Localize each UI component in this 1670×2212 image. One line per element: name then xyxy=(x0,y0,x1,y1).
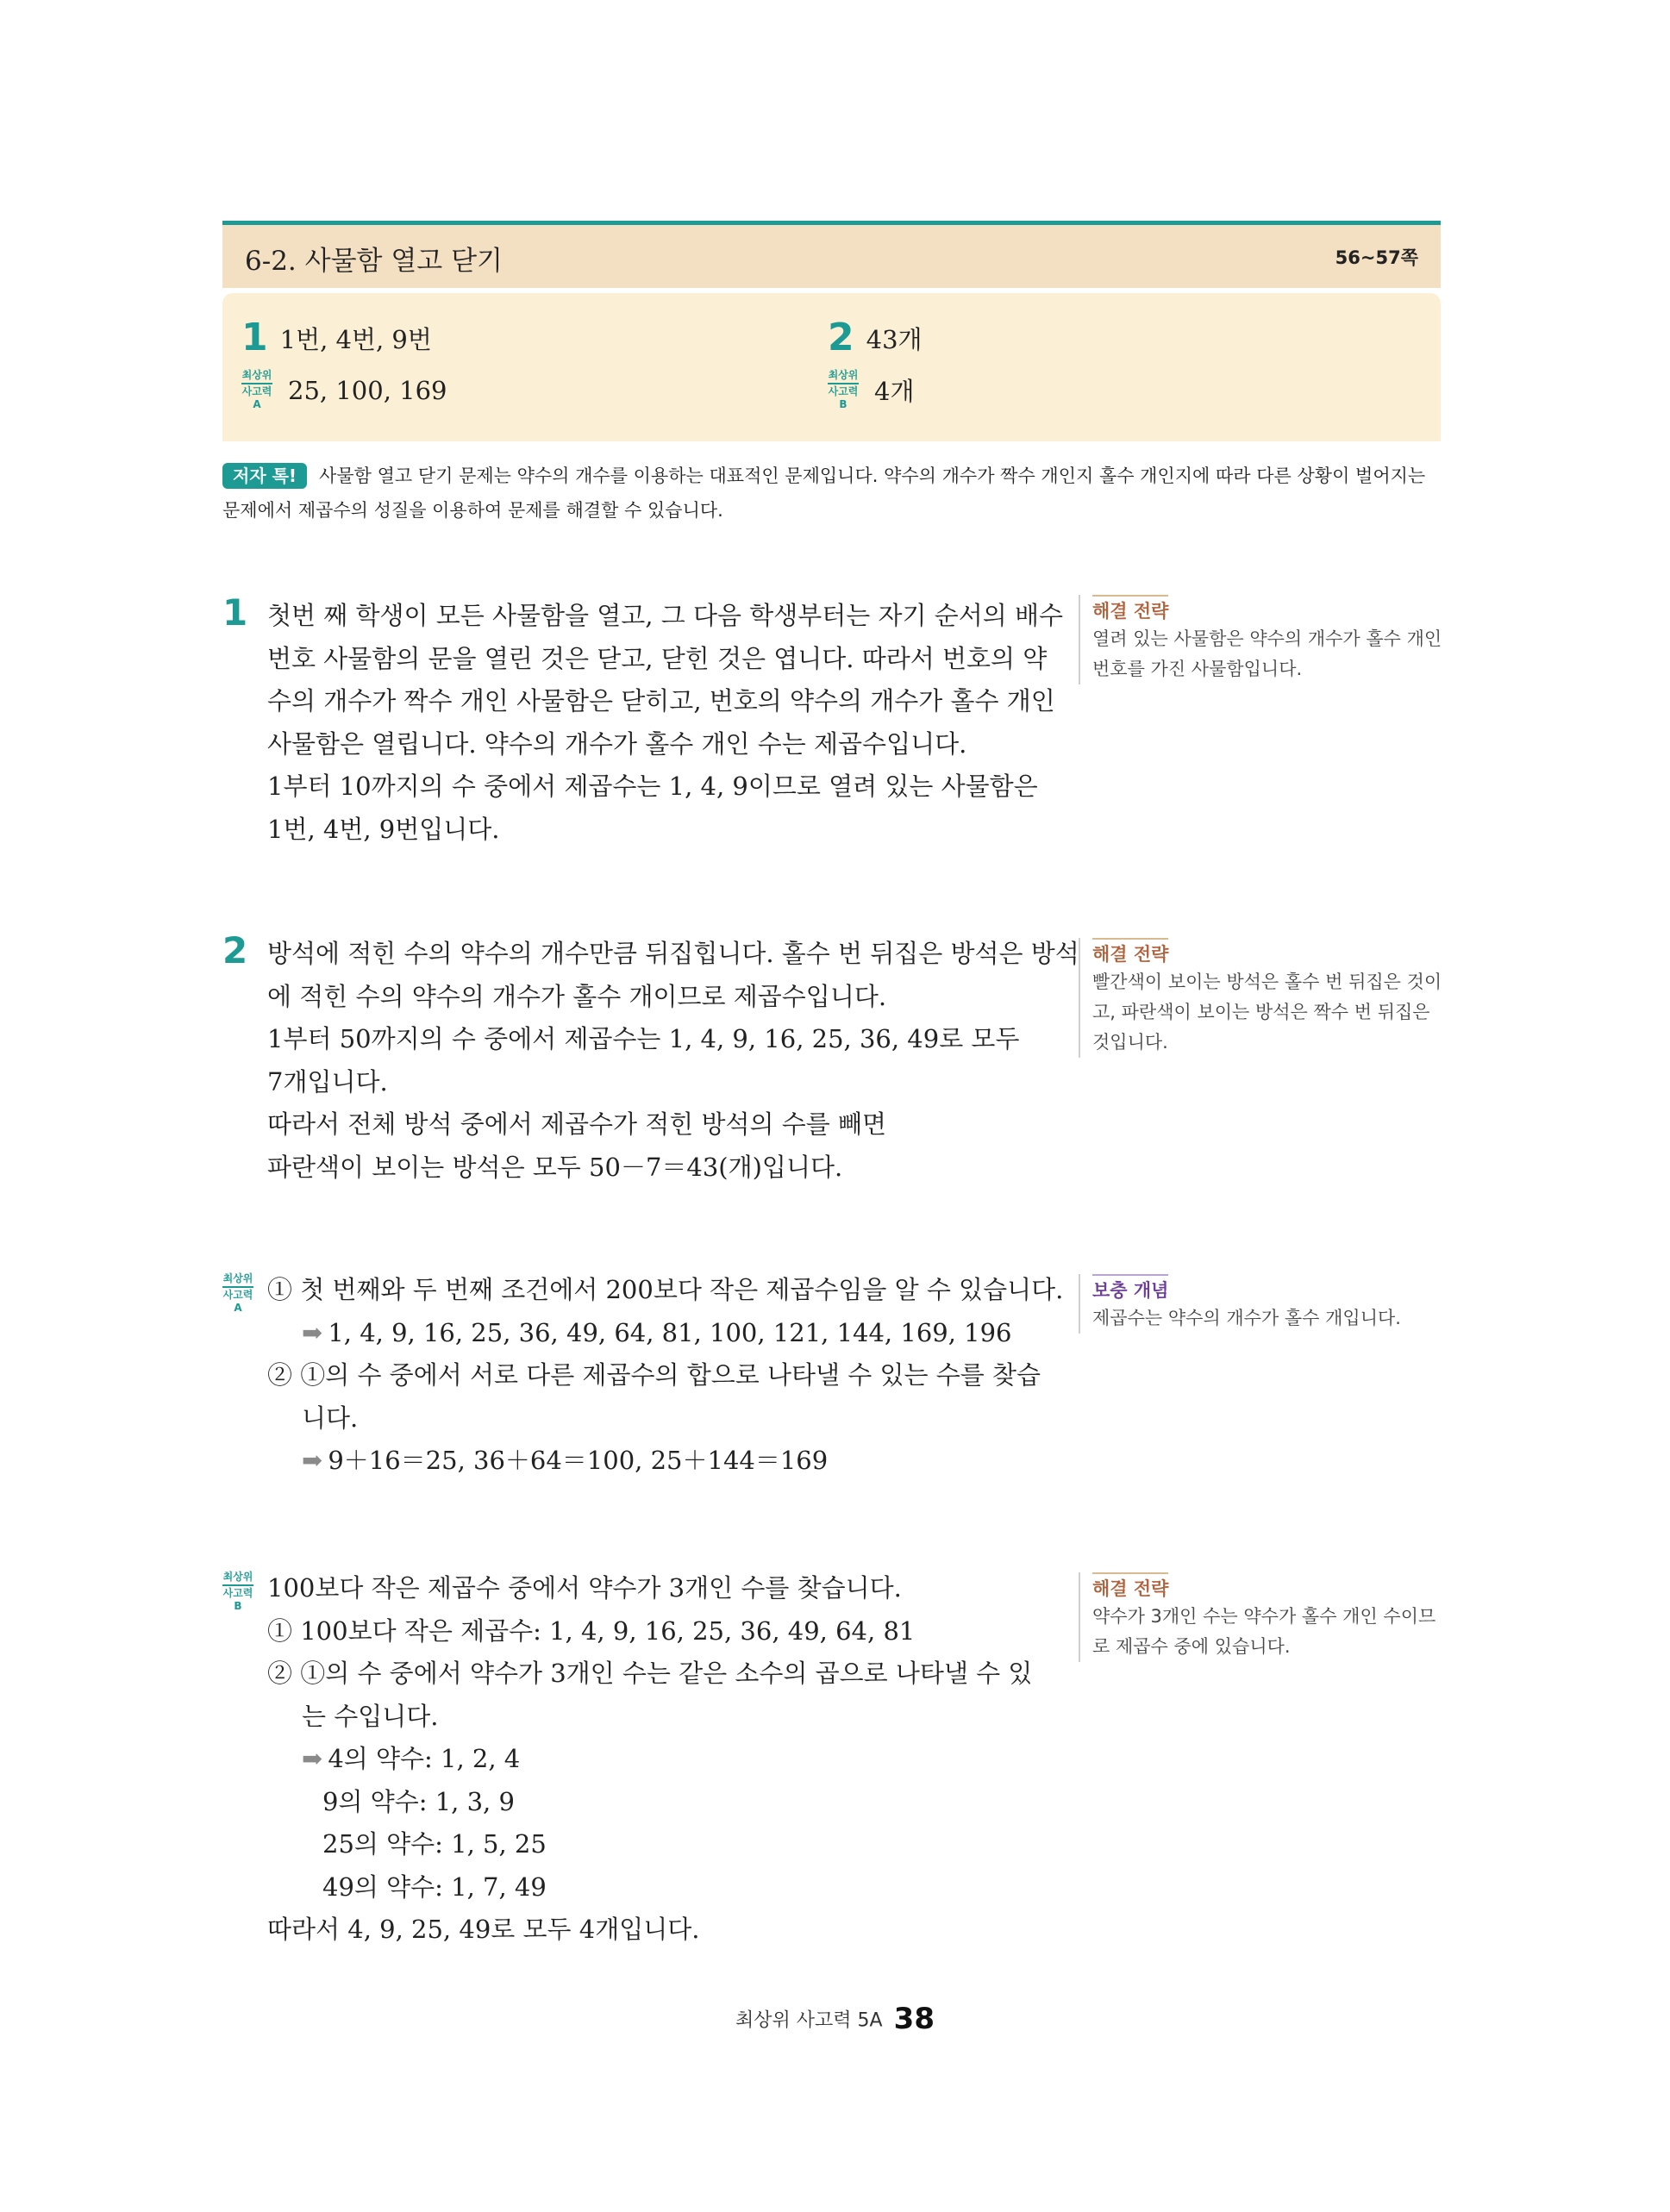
badge-letter: A xyxy=(253,398,261,410)
solution-line: 번호 사물함의 문을 열린 것은 닫고, 닫힌 것은 엽니다. 따라서 번호의 약 xyxy=(267,643,1048,673)
concept-note xyxy=(1079,1274,1449,1334)
solution-line-text: 9＋16＝25, 36＋64＝100, 25＋144＝169 xyxy=(328,1446,829,1475)
right-arrow-icon: ➡ xyxy=(302,1744,323,1773)
badge-letter: B xyxy=(234,1600,242,1612)
strategy-note xyxy=(1079,595,1449,684)
badge-line2: 사고력 xyxy=(222,1289,253,1301)
note-text: 빨간색이 보이는 방석은 홀수 번 뒤집은 것이고, 파란색이 보이는 방석은 짝수 번 뒤집은 것입니다. xyxy=(1092,972,1442,1053)
solution-line: 첫번 째 학생이 모든 사물함을 열고, 그 다음 학생부터는 자기 순서의 배수 xyxy=(267,601,1064,630)
answer-value: 43개 xyxy=(866,324,923,354)
solution-line xyxy=(267,1738,1233,1781)
answer-1 xyxy=(241,316,432,359)
solution-line: ① 100보다 작은 제곱수: 1, 4, 9, 16, 25, 36, 49, 64, 81 xyxy=(267,1615,916,1646)
badge-line2: 사고력 xyxy=(828,385,859,397)
solution-line: 1부터 50까지의 수 중에서 제곱수는 1, 4, 9, 16, 25, 36, 49로 모두 xyxy=(267,1024,1020,1053)
solution-line: 는 수입니다. xyxy=(302,1701,439,1731)
solution-line: 1번, 4번, 9번입니다. xyxy=(267,814,500,844)
badge-line1: 최상위 xyxy=(222,1272,253,1284)
solution-line-text: 4의 약수: 1, 2, 4 xyxy=(328,1744,521,1773)
answer-A xyxy=(241,369,447,411)
thinking-badge xyxy=(241,369,272,411)
thinking-badge xyxy=(222,1571,253,1613)
solution-line: 에 적힌 수의 약수의 개수가 홀수 개이므로 제곱수입니다. xyxy=(267,981,887,1011)
section-title: 6-2. 사물함 열고 닫기 xyxy=(245,246,503,277)
solution-line: ② ①의 수 중에서 서로 다른 제곱수의 합으로 나타낼 수 있는 수를 찾습 xyxy=(267,1360,1041,1390)
answer-number: 2 xyxy=(828,316,854,359)
badge-divider xyxy=(222,1584,253,1586)
badge-line1: 최상위 xyxy=(222,1571,253,1583)
answer-value: 4개 xyxy=(874,377,915,406)
solution-line: 파란색이 보이는 방석은 모두 50－7＝43(개)입니다. xyxy=(267,1152,843,1182)
solution-line: 방석에 적힌 수의 약수의 개수만큼 뒤집힙니다. 홀수 번 뒤집은 방석은 방석 xyxy=(267,939,1079,968)
note-title: 보충 개념 xyxy=(1092,1274,1168,1303)
solution-line: 100보다 작은 제곱수 중에서 약수가 3개인 수를 찾습니다. xyxy=(267,1573,902,1603)
solution-line: 49의 약수: 1, 7, 49 xyxy=(322,1871,547,1902)
answer-2 xyxy=(828,316,923,359)
strategy-note xyxy=(1079,938,1449,1058)
problem-number: 2 xyxy=(222,929,248,972)
answer-box xyxy=(222,293,1441,441)
badge-letter: B xyxy=(839,398,848,410)
solution-line: ① 첫 번째와 두 번째 조건에서 200보다 작은 제곱수임을 알 수 있습니다. xyxy=(267,1275,1064,1304)
book-title: 최상위 사고력 5A xyxy=(735,2009,883,2032)
badge-divider xyxy=(222,1286,253,1288)
problem-badge xyxy=(222,1567,269,1613)
badge-letter: A xyxy=(234,1302,242,1314)
author-tip xyxy=(222,459,1447,528)
page-number: 38 xyxy=(893,2002,935,2036)
note-text: 열려 있는 사물함은 약수의 개수가 홀수 개인 번호를 가진 사물함입니다. xyxy=(1092,628,1442,679)
badge-line2: 사고력 xyxy=(222,1587,253,1599)
tip-text: 사물함 열고 닫기 문제는 약수의 개수를 이용하는 대표적인 문제입니다. 약수의 개수가 짝수 개인지 홀수 개인지에 따라 다른 상황이 벌어지는 문제에서 제곱수의 성질을 이용하여 문제를 해결할 수 있습니다. xyxy=(222,466,1426,521)
badge-line1: 최상위 xyxy=(241,369,272,381)
note-text: 제곱수는 약수의 개수가 홀수 개입니다. xyxy=(1092,1308,1401,1328)
banner-header xyxy=(222,221,1441,288)
thinking-badge xyxy=(222,1272,253,1315)
page-range: 56~57쪽 xyxy=(1335,247,1418,268)
tip-label: 저자 톡! xyxy=(222,463,307,489)
badge-divider xyxy=(241,383,272,384)
solution-line: 수의 개수가 짝수 개인 사물함은 닫히고, 번호의 약수의 개수가 홀수 개인 xyxy=(267,686,1055,715)
solution-line-text: 1, 4, 9, 16, 25, 36, 49, 64, 81, 100, 121, 144, 169, 196 xyxy=(328,1317,1012,1347)
right-arrow-icon: ➡ xyxy=(302,1317,323,1347)
solution-line: 1부터 10까지의 수 중에서 제곱수는 1, 4, 9이므로 열려 있는 사물함은 xyxy=(267,772,1038,801)
solution-line: 따라서 전체 방석 중에서 제곱수가 적힌 방석의 수를 빼면 xyxy=(267,1109,887,1139)
solution-line xyxy=(267,1440,1233,1483)
solution-line: 따라서 4, 9, 25, 49로 모두 4개입니다. xyxy=(267,1915,700,1944)
answer-banner xyxy=(222,221,1441,441)
note-text: 약수가 3개인 수는 약수가 홀수 개인 수이므로 제곱수 중에 있습니다. xyxy=(1092,1606,1436,1657)
answer-value: 1번, 4번, 9번 xyxy=(279,324,432,354)
answer-number: 1 xyxy=(241,316,268,359)
note-title: 해결 전략 xyxy=(1092,938,1168,967)
page-footer xyxy=(0,2002,1670,2036)
thinking-badge xyxy=(828,369,859,411)
solution-line: 니다. xyxy=(302,1403,359,1433)
solution-line: 9의 약수: 1, 3, 9 xyxy=(322,1786,515,1816)
solution-line: 25의 약수: 1, 5, 25 xyxy=(322,1829,547,1859)
right-arrow-icon: ➡ xyxy=(302,1446,323,1475)
answer-value: 25, 100, 169 xyxy=(288,375,447,405)
solution-line: 7개입니다. xyxy=(267,1066,388,1097)
strategy-note xyxy=(1079,1572,1449,1662)
problem-number: 1 xyxy=(222,591,248,634)
problem-badge xyxy=(222,1269,269,1315)
note-title: 해결 전략 xyxy=(1092,1572,1168,1602)
answer-B xyxy=(828,369,914,411)
solution-line: ② ①의 수 중에서 약수가 3개인 수는 같은 소수의 곱으로 나타낼 수 있 xyxy=(267,1659,1033,1688)
badge-line1: 최상위 xyxy=(828,369,859,381)
note-title: 해결 전략 xyxy=(1092,595,1168,624)
badge-line2: 사고력 xyxy=(241,385,272,397)
solution-line: 사물함은 열립니다. 약수의 개수가 홀수 개인 수는 제곱수입니다. xyxy=(267,728,967,759)
badge-divider xyxy=(828,383,859,384)
